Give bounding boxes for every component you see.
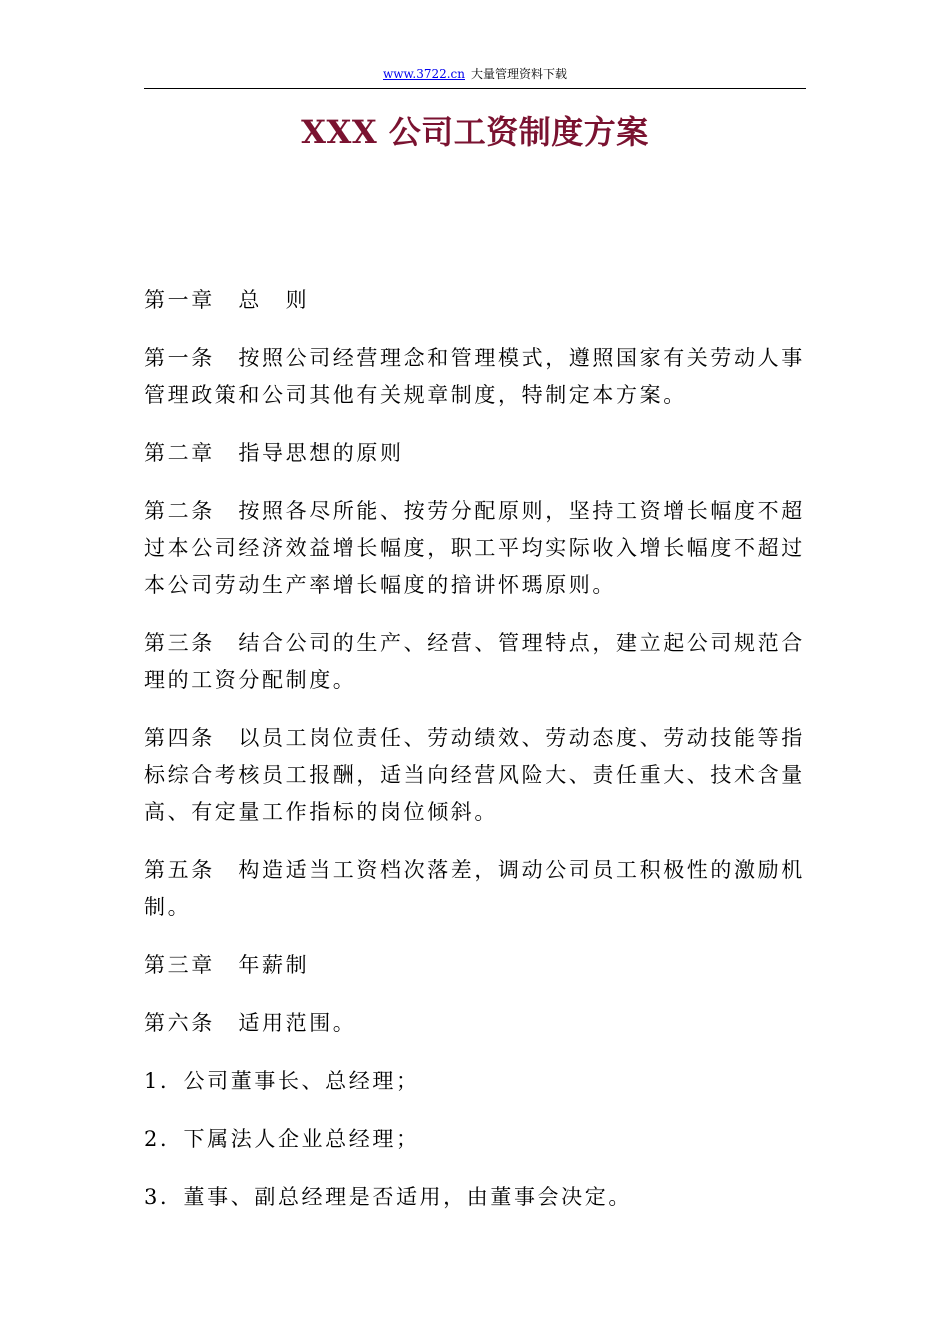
header-site-link[interactable]: www.3722.cn — [382, 67, 465, 81]
document-body — [144, 282, 806, 1237]
article-3: 第三条 结合公司的生产、经营、管理特点，建立起公司规范合理的工资分配制度。 — [144, 631, 805, 692]
header-tagline: 大量管理资料下载 — [471, 67, 568, 81]
chapter-3-heading: 第三章 年薪制 — [144, 953, 310, 977]
chapter-2-heading: 第二章 指导思想的原则 — [144, 441, 404, 465]
article-5: 第五条 构造适当工资档次落差，调动公司员工积极性的激励机制。 — [144, 858, 805, 919]
document-title: XXX 公司工资制度方案 — [301, 113, 649, 151]
list-item-2: 2．下属法人企业总经理； — [144, 1127, 420, 1151]
article-4: 第四条 以员工岗位责任、劳动绩效、劳动态度、劳动技能等指标综合考核员工报酬，适当向经营风险大、责任重大、技术含量高、有定量工作指标的岗位倾斜。 — [144, 726, 805, 824]
page-header — [144, 66, 806, 82]
article-1: 第一条 按照公司经营理念和管理模式，遵照国家有关劳动人事管理政策和公司其他有关规章制度，特制定本方案。 — [144, 346, 805, 407]
header-divider — [144, 88, 806, 89]
chapter-1-heading: 第一章 总 则 — [144, 288, 310, 312]
list-item-3: 3．董事、副总经理是否适用，由董事会决定。 — [144, 1185, 632, 1209]
article-2: 第二条 按照各尽所能、按劳分配原则，坚持工资增长幅度不超过本公司经济效益增长幅度，职工平均实际收入增长幅度不超过本公司劳动生产率增长幅度的揞讲怀瑪原则。 — [144, 499, 805, 597]
article-6: 第六条 适用范围。 — [144, 1011, 357, 1035]
list-item-1: 1．公司董事长、总经理； — [144, 1069, 420, 1093]
